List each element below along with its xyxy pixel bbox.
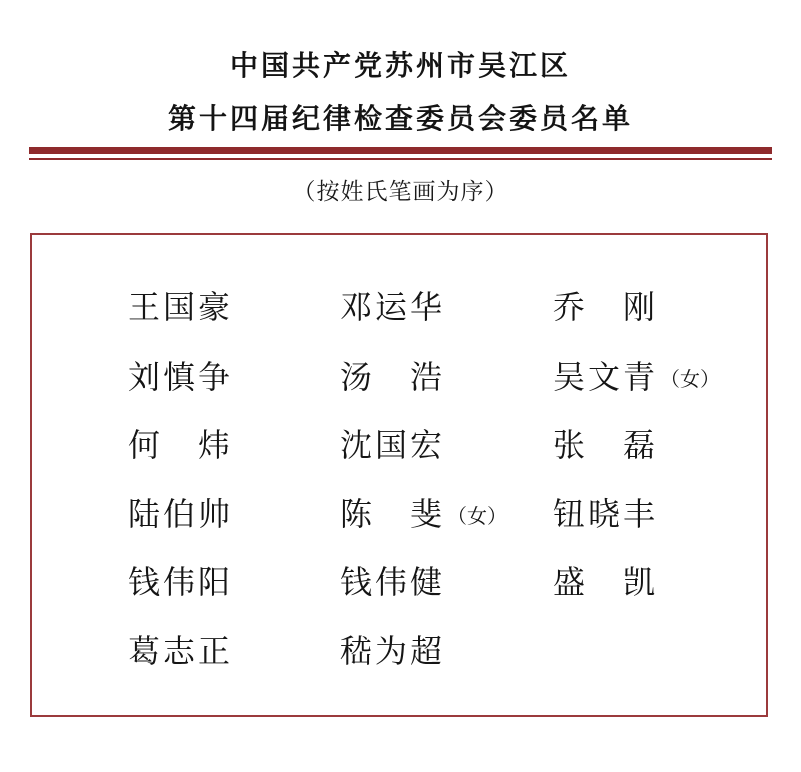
name-glyph (588, 287, 620, 327)
member-name-text (128, 358, 233, 396)
document-title-line2: 第十四届纪律检查委员会委员名单 (167, 102, 633, 135)
name-glyph: 晓 (588, 495, 621, 533)
document-title-line1: 中国共产党苏州市吴江区 (229, 49, 571, 82)
member-name-text (128, 563, 233, 601)
member-name-text (553, 426, 658, 464)
name-glyph: 邓 (340, 288, 373, 326)
member-name (128, 287, 235, 327)
member-name (128, 562, 235, 602)
member-name (340, 562, 447, 602)
name-glyph: 阳 (198, 563, 231, 601)
member-name-text (340, 495, 445, 533)
name-glyph: 华 (410, 288, 443, 326)
name-glyph: 文 (588, 358, 621, 396)
name-glyph: 国 (163, 288, 196, 326)
name-glyph: 伟 (163, 563, 196, 601)
divider-thick (29, 147, 772, 154)
name-glyph: 炜 (198, 426, 231, 464)
name-glyph: 丰 (623, 495, 656, 533)
name-glyph: 张 (553, 426, 586, 464)
name-glyph (588, 562, 620, 602)
member-gender-note: （女） (447, 504, 507, 528)
name-glyph: 志 (163, 632, 196, 670)
name-glyph: 超 (410, 632, 443, 670)
member-name-text (340, 563, 445, 601)
name-glyph: 慎 (163, 358, 196, 396)
member-name (340, 357, 447, 397)
divider-thin (29, 158, 772, 160)
name-glyph: 国 (375, 426, 408, 464)
name-glyph: 凯 (623, 563, 656, 601)
name-glyph: 伯 (163, 495, 196, 533)
member-gender-note: （女） (660, 367, 720, 391)
name-glyph: 陈 (340, 495, 373, 533)
member-name-text (553, 563, 658, 601)
name-glyph (163, 425, 195, 465)
name-glyph: 为 (375, 632, 408, 670)
member-name (553, 357, 720, 397)
name-glyph: 吴 (553, 358, 586, 396)
name-glyph: 斐 (410, 495, 443, 533)
name-glyph: 乔 (553, 288, 586, 326)
name-glyph: 磊 (623, 426, 656, 464)
member-name-text (340, 632, 445, 670)
name-glyph: 汤 (340, 358, 373, 396)
member-name-text (128, 426, 233, 464)
name-glyph: 争 (198, 358, 231, 396)
name-glyph: 葛 (128, 632, 161, 670)
sort-order-note: （按姓氏笔画为序） (292, 179, 509, 205)
member-name-text (340, 358, 445, 396)
member-name-text (128, 632, 233, 670)
member-name (553, 425, 660, 465)
name-glyph: 青 (623, 358, 656, 396)
name-glyph: 陆 (128, 495, 161, 533)
name-glyph: 何 (128, 426, 161, 464)
member-name (340, 287, 447, 327)
name-glyph: 刘 (128, 358, 161, 396)
name-glyph (375, 357, 407, 397)
name-glyph: 伟 (375, 563, 408, 601)
name-glyph: 宏 (410, 426, 443, 464)
member-name (128, 494, 235, 534)
name-glyph: 帅 (198, 495, 231, 533)
member-name-text (340, 288, 445, 326)
name-glyph: 浩 (410, 358, 443, 396)
member-name-text (553, 358, 658, 396)
member-name-text (553, 495, 658, 533)
name-glyph: 刚 (623, 288, 656, 326)
name-glyph: 沈 (340, 426, 373, 464)
name-glyph: 健 (410, 563, 443, 601)
name-glyph: 嵇 (340, 632, 373, 670)
member-name (340, 631, 447, 671)
name-glyph: 王 (128, 288, 161, 326)
name-glyph: 运 (375, 288, 408, 326)
name-glyph: 正 (198, 632, 231, 670)
name-glyph (375, 494, 407, 534)
member-name (553, 562, 660, 602)
member-name-text (128, 288, 233, 326)
name-glyph: 钮 (553, 495, 586, 533)
member-name-text (553, 288, 658, 326)
member-name (553, 494, 660, 534)
name-glyph (588, 425, 620, 465)
member-name (128, 357, 235, 397)
member-name-text (340, 426, 445, 464)
name-glyph: 钱 (340, 563, 373, 601)
member-name (340, 494, 507, 534)
member-name (128, 631, 235, 671)
member-name (128, 425, 235, 465)
name-glyph: 钱 (128, 563, 161, 601)
member-name (340, 425, 447, 465)
name-glyph: 盛 (553, 563, 586, 601)
name-glyph: 豪 (198, 288, 231, 326)
member-name (553, 287, 660, 327)
member-name-text (128, 495, 233, 533)
